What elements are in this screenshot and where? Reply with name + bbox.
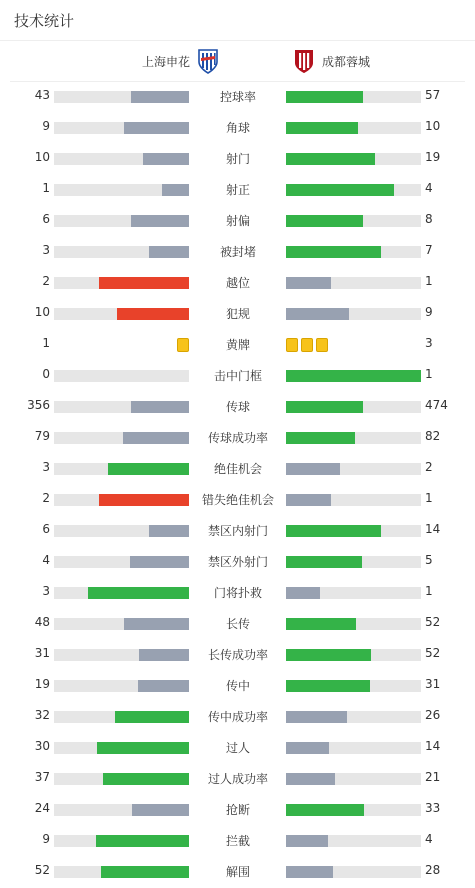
home-value: 10	[34, 305, 50, 319]
stat-row	[0, 639, 475, 670]
away-bar-fill	[286, 649, 371, 661]
away-bar-fill	[286, 184, 394, 196]
away-bar-fill	[286, 91, 363, 103]
home-bar-track	[54, 773, 189, 785]
away-value: 1	[425, 491, 433, 505]
away-value: 9	[425, 305, 433, 319]
away-value: 14	[425, 522, 441, 536]
stat-row	[0, 856, 475, 887]
home-bar-fill	[131, 401, 189, 413]
away-bar-track	[286, 153, 421, 165]
away-bar-track	[286, 680, 421, 692]
stat-row	[0, 236, 475, 267]
away-value: 1	[425, 274, 433, 288]
away-bar-fill	[286, 711, 347, 723]
home-bar-track	[54, 804, 189, 816]
shenhua-crest-icon	[196, 48, 220, 74]
away-value: 21	[425, 770, 441, 784]
yellow-card-icon	[301, 338, 313, 352]
home-bar-fill	[117, 308, 189, 320]
home-bar-track	[54, 525, 189, 537]
home-value: 0	[42, 367, 50, 381]
home-value: 31	[34, 646, 50, 660]
away-bar-track	[286, 618, 421, 630]
stat-row	[0, 825, 475, 856]
stat-row	[0, 701, 475, 732]
stat-label: 禁区内射门	[207, 524, 268, 538]
home-bar-track	[54, 649, 189, 661]
away-bar-track	[286, 308, 421, 320]
stat-label: 越位	[225, 276, 250, 290]
home-team-name: 上海申花	[141, 54, 190, 69]
away-bar-track	[286, 91, 421, 103]
home-bar-fill	[108, 463, 189, 475]
stat-row	[0, 112, 475, 143]
page-title: 技术统计	[14, 12, 75, 30]
home-bar-fill	[143, 153, 189, 165]
away-bar-track	[286, 804, 421, 816]
away-bar-fill	[286, 432, 355, 444]
stat-label: 被封堵	[219, 245, 256, 259]
away-bar-track	[286, 773, 421, 785]
home-bar-fill	[96, 835, 189, 847]
stat-label: 犯规	[225, 307, 250, 321]
home-value: 1	[42, 181, 50, 195]
home-bar-fill	[132, 804, 189, 816]
stat-label: 射正	[225, 183, 250, 197]
away-bar-fill	[286, 308, 349, 320]
away-bar-fill	[286, 246, 381, 258]
home-value: 30	[34, 739, 50, 753]
stat-label: 角球	[225, 121, 250, 135]
stat-label: 拦截	[225, 834, 250, 848]
away-bar-track	[286, 866, 421, 878]
away-value: 4	[425, 832, 433, 846]
home-value: 4	[42, 553, 50, 567]
home-value: 6	[42, 522, 50, 536]
away-bar-fill	[286, 277, 331, 289]
stat-label: 击中门框	[213, 369, 262, 383]
home-team[interactable]	[142, 41, 220, 81]
home-bar-fill	[99, 277, 189, 289]
home-bar-fill	[88, 587, 189, 599]
home-value: 79	[34, 429, 50, 443]
away-bar-fill	[286, 680, 370, 692]
stat-label: 传球	[225, 400, 250, 414]
away-value: 26	[425, 708, 441, 722]
away-bar-fill	[286, 122, 358, 134]
away-value: 52	[425, 646, 441, 660]
away-value: 52	[425, 615, 441, 629]
away-bar-track	[286, 122, 421, 134]
away-value: 82	[425, 429, 441, 443]
stat-label: 过人成功率	[207, 772, 268, 786]
away-bar-track	[286, 525, 421, 537]
stat-label: 绝佳机会	[213, 462, 262, 476]
away-value: 3	[425, 336, 433, 350]
home-bar-track	[54, 742, 189, 754]
home-value: 9	[42, 832, 50, 846]
home-bar-track	[54, 308, 189, 320]
stat-label: 长传	[225, 617, 250, 631]
away-bar-fill	[286, 153, 375, 165]
away-bar-fill	[286, 866, 333, 878]
away-value: 28	[425, 863, 441, 877]
away-value: 1	[425, 584, 433, 598]
stat-row	[0, 453, 475, 484]
stat-row	[0, 422, 475, 453]
away-value: 19	[425, 150, 441, 164]
away-value: 474	[425, 398, 448, 412]
away-value: 1	[425, 367, 433, 381]
away-bar-fill	[286, 215, 363, 227]
home-value: 1	[42, 336, 50, 350]
home-bar-fill	[149, 525, 190, 537]
away-bar-fill	[286, 835, 328, 847]
home-bar-track	[54, 91, 189, 103]
home-bar-fill	[130, 556, 189, 568]
home-bar-track	[54, 153, 189, 165]
away-bar-fill	[286, 463, 340, 475]
chengdu-crest-icon	[292, 48, 316, 74]
stat-row	[0, 732, 475, 763]
stat-row	[0, 608, 475, 639]
home-bar-fill	[124, 122, 189, 134]
stat-row	[0, 763, 475, 794]
stat-label: 传球成功率	[207, 431, 268, 445]
away-value: 57	[425, 88, 441, 102]
home-value: 9	[42, 119, 50, 133]
home-bar-fill	[123, 432, 189, 444]
stat-label: 传中成功率	[207, 710, 268, 724]
home-bar-fill	[131, 91, 189, 103]
home-value: 3	[42, 243, 50, 257]
away-value: 14	[425, 739, 441, 753]
stat-label: 长传成功率	[207, 648, 268, 662]
away-value: 33	[425, 801, 441, 815]
away-bar-fill	[286, 494, 331, 506]
stat-row	[0, 81, 475, 112]
stat-row	[0, 670, 475, 701]
away-bar-track	[286, 370, 421, 382]
stat-row	[0, 298, 475, 329]
home-value: 2	[42, 274, 50, 288]
home-value: 37	[34, 770, 50, 784]
home-bar-track	[54, 711, 189, 723]
stat-row	[0, 143, 475, 174]
home-bar-track	[54, 122, 189, 134]
away-team[interactable]	[292, 41, 370, 81]
home-cards	[177, 338, 189, 352]
away-bar-fill	[286, 587, 320, 599]
home-bar-track	[54, 618, 189, 630]
home-bar-fill	[103, 773, 189, 785]
home-value: 52	[34, 863, 50, 877]
yellow-card-icon	[316, 338, 328, 352]
away-value: 4	[425, 181, 433, 195]
away-bar-fill	[286, 370, 421, 382]
stat-label: 门将扑救	[213, 586, 262, 600]
away-bar-track	[286, 835, 421, 847]
home-bar-track	[54, 866, 189, 878]
home-value: 10	[34, 150, 50, 164]
yellow-card-icon	[286, 338, 298, 352]
away-value: 8	[425, 212, 433, 226]
home-bar-fill	[138, 680, 189, 692]
away-bar-track	[286, 184, 421, 196]
home-bar-track	[54, 246, 189, 258]
home-bar-fill	[99, 494, 189, 506]
away-value: 31	[425, 677, 441, 691]
home-bar-track	[54, 215, 189, 227]
home-bar-fill	[124, 618, 189, 630]
home-value: 43	[34, 88, 50, 102]
teams-bar	[10, 41, 465, 82]
home-value: 32	[34, 708, 50, 722]
yellow-card-icon	[177, 338, 189, 352]
home-bar-track	[54, 432, 189, 444]
away-bar-fill	[286, 618, 356, 630]
home-value: 356	[27, 398, 50, 412]
away-bar-track	[286, 494, 421, 506]
home-bar-track	[54, 184, 189, 196]
stat-row	[0, 794, 475, 825]
away-bar-track	[286, 711, 421, 723]
stat-row	[0, 267, 475, 298]
home-bar-track	[54, 370, 189, 382]
stat-row	[0, 546, 475, 577]
stats-header	[0, 0, 475, 41]
stat-row	[0, 205, 475, 236]
home-value: 3	[42, 460, 50, 474]
away-bar-fill	[286, 804, 364, 816]
stats-list	[0, 81, 475, 887]
away-bar-fill	[286, 773, 335, 785]
home-bar-track	[54, 494, 189, 506]
stat-row	[0, 360, 475, 391]
stat-label: 解围	[225, 865, 250, 879]
stat-row	[0, 484, 475, 515]
home-value: 19	[34, 677, 50, 691]
away-team-name: 成都蓉城	[322, 54, 371, 69]
away-bar-track	[286, 463, 421, 475]
away-bar-track	[286, 432, 421, 444]
home-bar-track	[54, 835, 189, 847]
away-bar-track	[286, 556, 421, 568]
stat-label: 黄牌	[225, 338, 250, 352]
away-bar-fill	[286, 401, 363, 413]
home-bar-fill	[131, 215, 189, 227]
stat-row	[0, 329, 475, 360]
home-bar-track	[54, 556, 189, 568]
stat-row	[0, 515, 475, 546]
away-bar-fill	[286, 556, 362, 568]
stat-label: 抢断	[225, 803, 250, 817]
home-bar-fill	[139, 649, 189, 661]
home-bar-fill	[115, 711, 189, 723]
stat-label: 禁区外射门	[207, 555, 268, 569]
away-bar-track	[286, 215, 421, 227]
away-bar-track	[286, 742, 421, 754]
home-value: 48	[34, 615, 50, 629]
away-bar-track	[286, 277, 421, 289]
stat-label: 射门	[225, 152, 250, 166]
away-value: 10	[425, 119, 441, 133]
stat-label: 错失绝佳机会	[201, 493, 274, 507]
stat-row	[0, 174, 475, 205]
away-bar-track	[286, 246, 421, 258]
away-value: 2	[425, 460, 433, 474]
home-bar-track	[54, 277, 189, 289]
away-bar-track	[286, 649, 421, 661]
home-value: 3	[42, 584, 50, 598]
home-bar-track	[54, 401, 189, 413]
stat-row	[0, 577, 475, 608]
home-bar-track	[54, 463, 189, 475]
away-cards	[286, 338, 328, 352]
away-value: 5	[425, 553, 433, 567]
home-bar-fill	[101, 866, 189, 878]
home-value: 6	[42, 212, 50, 226]
home-bar-fill	[97, 742, 189, 754]
away-bar-track	[286, 587, 421, 599]
home-bar-fill	[149, 246, 190, 258]
home-value: 24	[34, 801, 50, 815]
away-value: 7	[425, 243, 433, 257]
away-bar-fill	[286, 525, 381, 537]
home-value: 2	[42, 491, 50, 505]
home-bar-track	[54, 680, 189, 692]
away-bar-fill	[286, 742, 329, 754]
stat-label: 控球率	[219, 90, 256, 104]
stat-label: 过人	[225, 741, 250, 755]
home-bar-fill	[162, 184, 189, 196]
home-bar-track	[54, 587, 189, 599]
away-bar-track	[286, 401, 421, 413]
stat-label: 射偏	[225, 214, 250, 228]
stat-label: 传中	[225, 679, 250, 693]
stat-row	[0, 391, 475, 422]
